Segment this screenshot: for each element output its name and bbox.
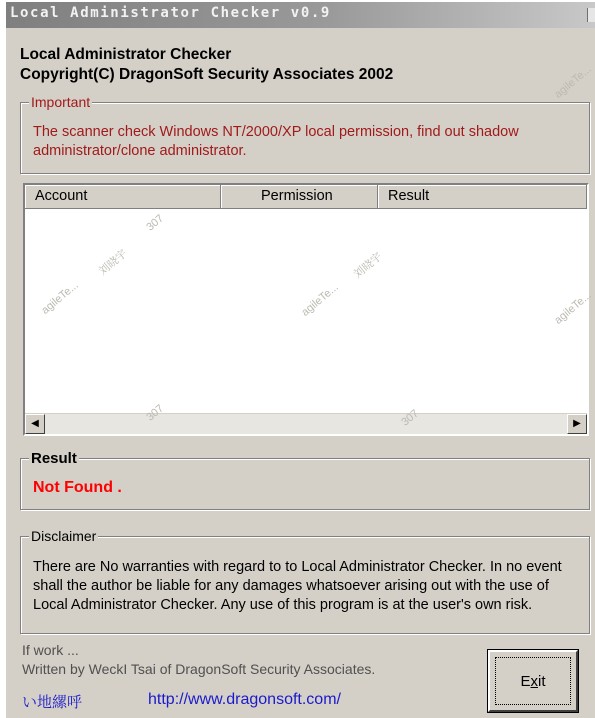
result-value: Not Found . — [33, 479, 122, 496]
author-credit: Written by WeckI Tsai of DragonSoft Security Associates. — [22, 661, 376, 677]
window-title: Local Administrator Checker v0.9 — [10, 5, 331, 21]
window-control-edge[interactable] — [587, 8, 595, 22]
exit-button-label: Exit — [520, 672, 546, 690]
watermark-text: 307 — [399, 407, 422, 429]
website-link[interactable]: http://www.dragonsoft.com/ — [148, 691, 341, 708]
column-header-label: Permission — [261, 188, 333, 204]
if-work-label: If work ... — [22, 642, 79, 658]
watermark-text: 刘晓宇 — [96, 247, 130, 278]
important-group — [20, 94, 590, 174]
app-copyright: Copyright(C) DragonSoft Security Associates 2002 — [20, 66, 394, 83]
watermark-text: 刘晓宇 — [351, 250, 385, 281]
disclaimer-label: Disclaimer — [31, 528, 97, 544]
app-window — [6, 2, 595, 718]
title-bar[interactable] — [6, 2, 595, 28]
arrow-left-icon: ◀ — [31, 418, 39, 429]
focus-rectangle — [495, 657, 571, 705]
column-header-label: Account — [35, 188, 88, 204]
watermark-text: agileTe... — [39, 279, 81, 317]
result-group — [20, 450, 590, 510]
column-header-account[interactable] — [25, 185, 221, 209]
watermark-text: agileTe... — [299, 281, 341, 319]
disclaimer-text: There are No warranties with regard to to Local Administrator Checker. In no event shall the author be liable for any damages whatsoever arising out with the use of Local Administrator Checker. Any use of this program is at the user's own risk. — [33, 559, 562, 613]
scroll-right-button[interactable] — [567, 414, 587, 434]
watermark-text: agileTe... — [552, 289, 594, 327]
disclaimer-group — [20, 528, 590, 634]
app-heading: Local Administrator Checker — [20, 46, 232, 63]
column-header-result[interactable] — [378, 185, 587, 209]
column-header-label: Result — [388, 188, 430, 204]
column-header-permission[interactable] — [221, 185, 378, 209]
watermark-text: 307 — [144, 402, 167, 424]
exit-accelerator: x — [530, 672, 538, 690]
result-label: Result — [31, 450, 77, 467]
chinese-link[interactable]: い地縲呼 — [22, 694, 83, 711]
watermark-text: agileTe... — [552, 63, 594, 101]
horizontal-scrollbar[interactable] — [25, 413, 587, 434]
important-label: Important — [31, 94, 91, 110]
important-text: The scanner check Windows NT/2000/XP local permission, find out shadow administrator/clone administrator. — [33, 124, 519, 159]
exit-button[interactable] — [488, 650, 578, 712]
watermark-text: 307 — [144, 212, 167, 234]
arrow-right-icon: ▶ — [573, 418, 581, 429]
scroll-left-button[interactable] — [25, 414, 45, 434]
